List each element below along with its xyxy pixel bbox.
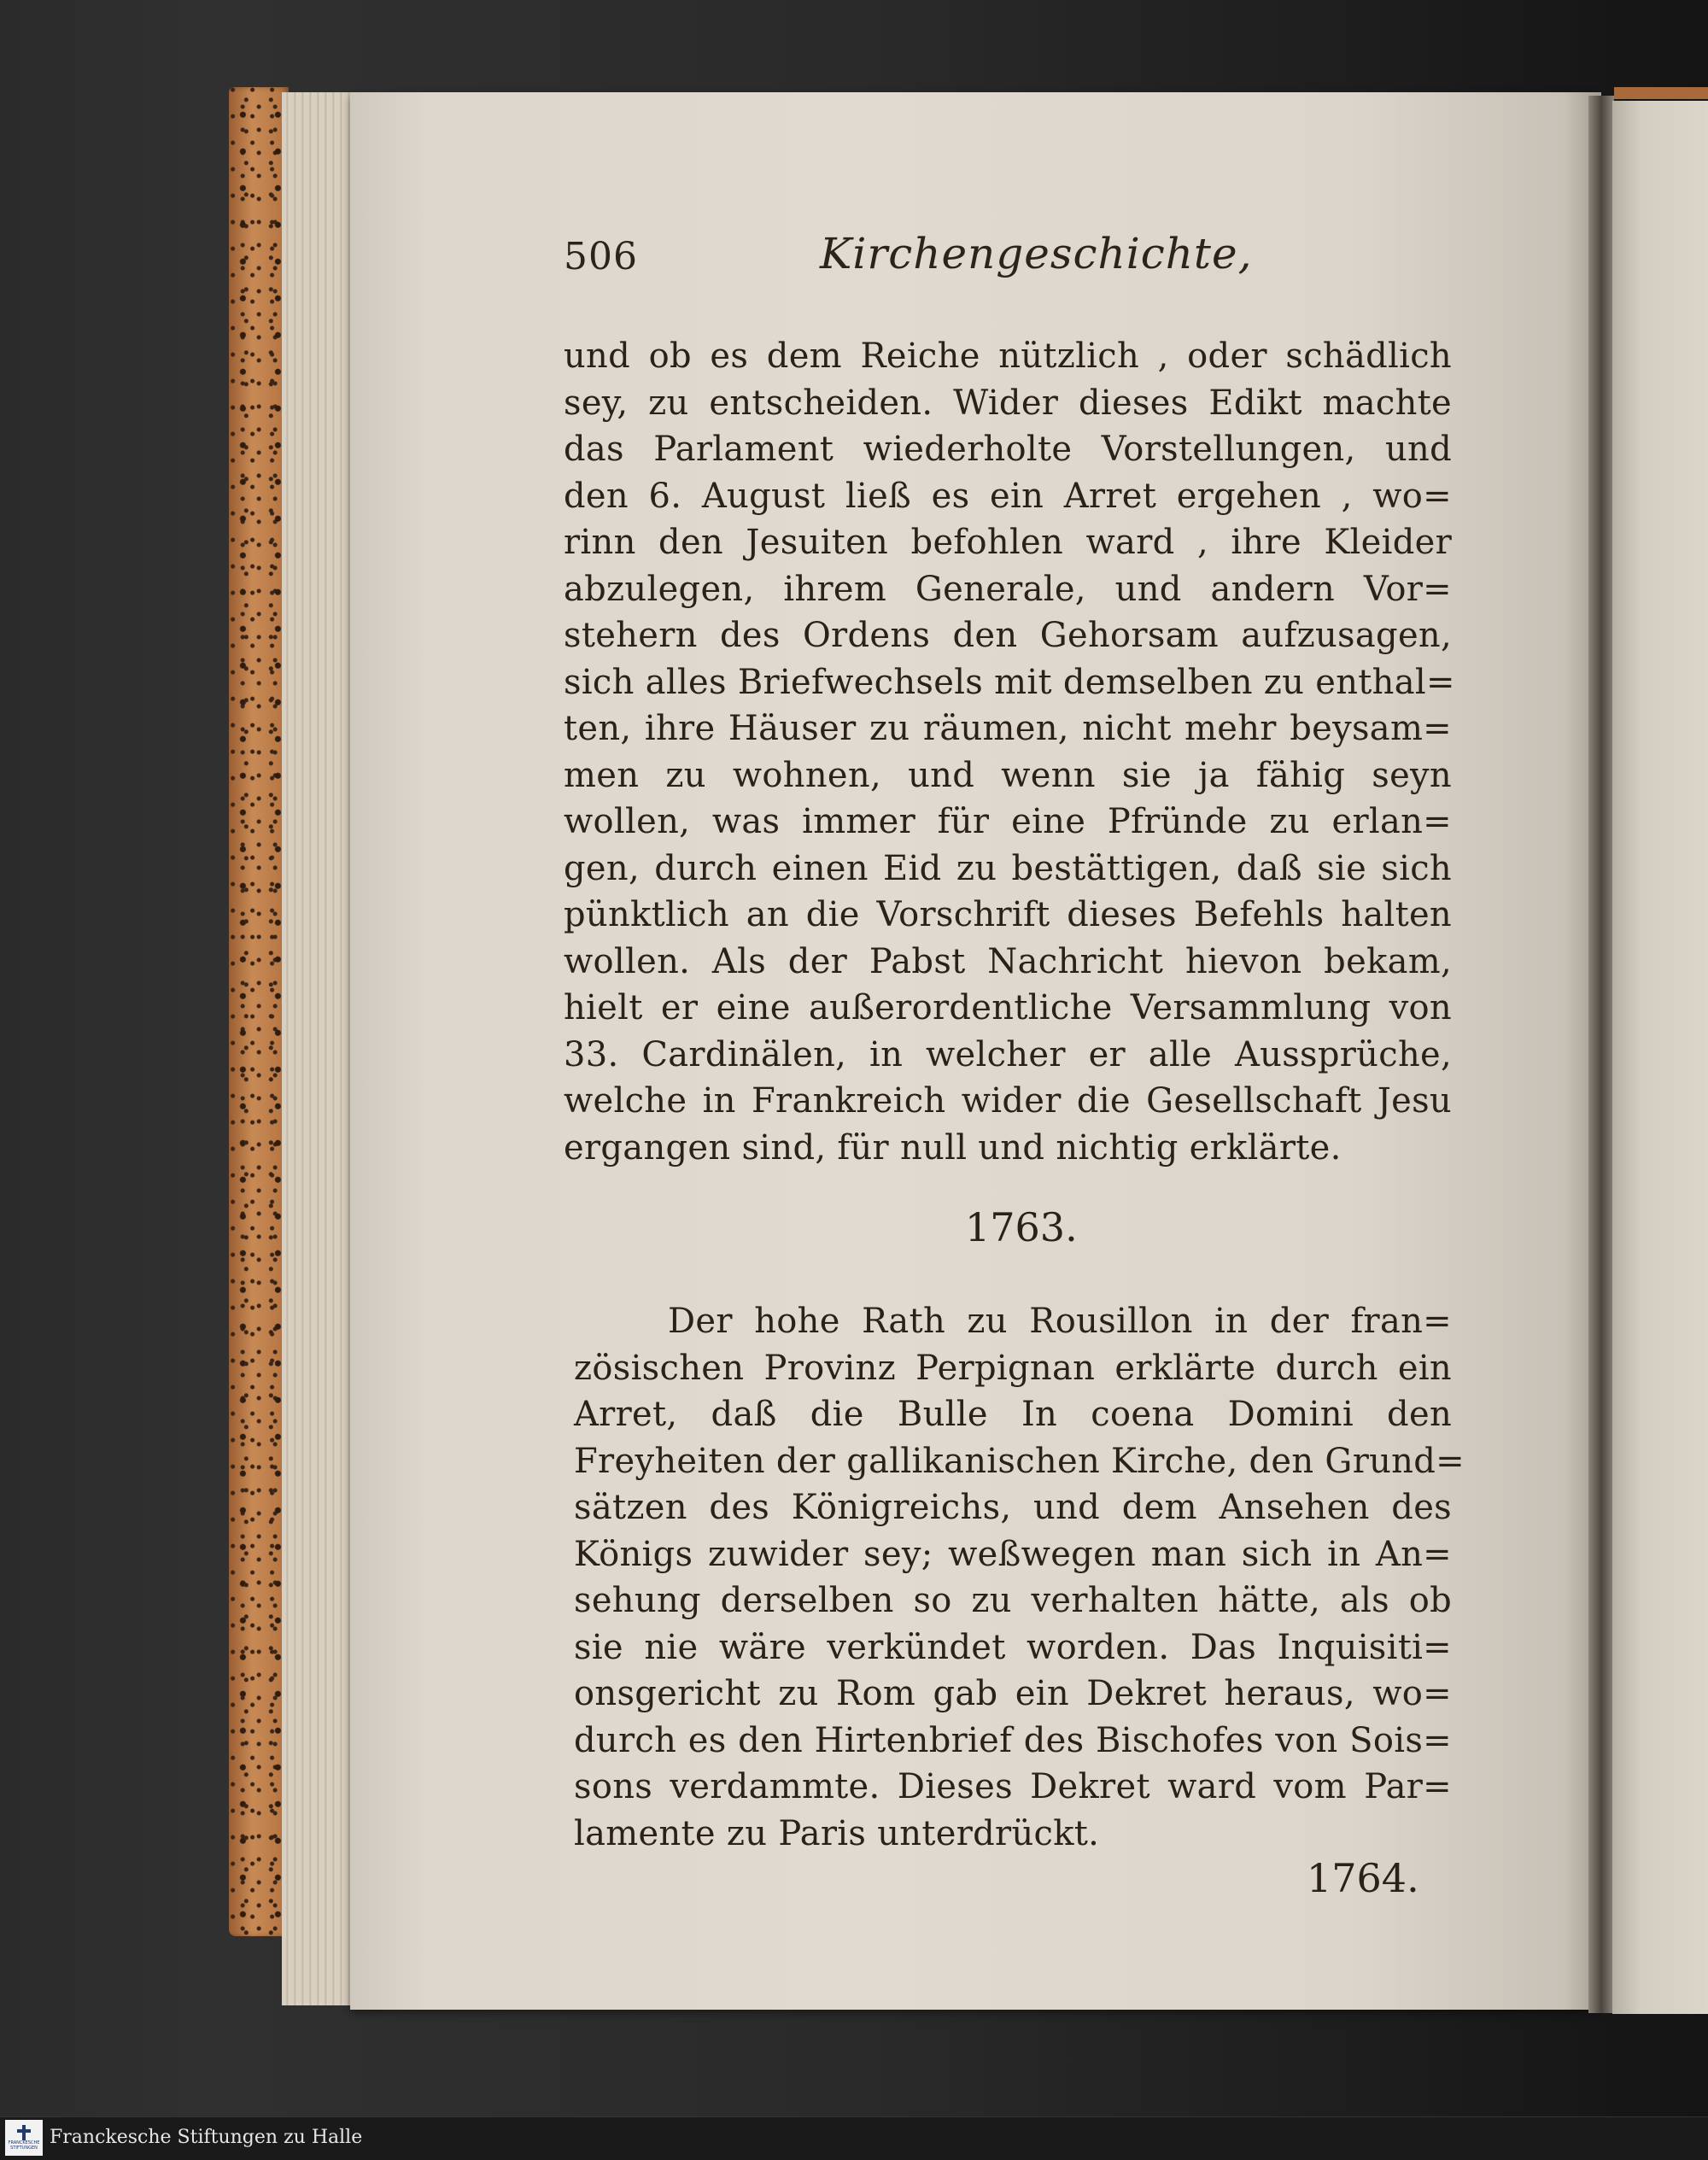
text-line: Der hohe Rath zu Rousillon in der fran= — [668, 1302, 1452, 1341]
text-line: das Parlament wiederholte Vorstellungen, und — [564, 430, 1452, 469]
text-line: abzulegen, ihrem Generale, und andern Vor= — [564, 569, 1452, 609]
logo-text: FRANCKESCHE STIFTUNGEN — [8, 2140, 40, 2151]
text-line: Arret, daß die Bulle In coena Domini den — [574, 1395, 1452, 1434]
text-line: sons verdammte. Dieses Dekret ward vom Par= — [574, 1767, 1452, 1806]
year-heading: 1763. — [965, 1204, 1078, 1250]
text-line: zösischen Provinz Perpignan erklärte durch ein — [574, 1348, 1452, 1388]
catchword: 1764. — [1307, 1855, 1419, 1901]
institution-logo[interactable] — [5, 2120, 43, 2156]
text-line: durch es den Hirtenbrief des Bischofes von Sois= — [574, 1720, 1452, 1760]
text-line: Freyheiten der gallikanischen Kirche, den Grund= — [574, 1441, 1465, 1481]
paragraph-1 — [564, 333, 1455, 1171]
paragraph-2 — [574, 1298, 1465, 1857]
text-line: wollen, was immer für eine Pfründe zu erlan= — [564, 802, 1452, 841]
book-edge — [229, 87, 289, 1936]
running-head: Kirchengeschichte, — [820, 229, 1253, 278]
text-line: men zu wohnen, und wenn sie ja fähig seyn — [564, 755, 1452, 795]
facing-page — [1612, 101, 1708, 2014]
facing-page-top-edge — [1614, 87, 1708, 99]
institution-name[interactable]: Franckesche Stiftungen zu Halle — [50, 2127, 363, 2148]
text-line: stehern des Ordens den Gehorsam aufzusagen, — [564, 616, 1452, 655]
text-line: rinn den Jesuiten befohlen ward , ihre Kleider — [564, 523, 1452, 562]
text-line: den 6. August ließ es ein Arret ergehen , wo= — [564, 476, 1452, 516]
text-line: hielt er eine außerordentliche Versammlung von — [564, 988, 1452, 1027]
text-line: gen, durch einen Eid zu bestättigen, daß sie sich — [564, 848, 1452, 888]
text-line: sey, zu entscheiden. Wider dieses Edikt machte — [564, 383, 1452, 423]
page-number: 506 — [564, 235, 638, 278]
text-line: lamente zu Paris unterdrückt. — [574, 1813, 1100, 1853]
book-gutter — [1588, 96, 1614, 2013]
text-line: Königs zuwider sey; weßwegen man sich in An= — [574, 1534, 1452, 1574]
text-line: sich alles Briefwechsels mit demselben zu enthal= — [564, 662, 1455, 702]
cross-logo-icon — [16, 2125, 32, 2140]
text-line: ergangen sind, für null und nichtig erklärte. — [564, 1127, 1342, 1168]
text-line: und ob es dem Reiche nützlich , oder schädlich — [564, 337, 1452, 376]
text-line: wollen. Als der Pabst Nachricht hievon bekam, — [564, 941, 1452, 981]
text-line: pünktlich an die Vorschrift dieses Befehls halten — [564, 895, 1452, 934]
text-line: ten, ihre Häuser zu räumen, nicht mehr beysam= — [564, 709, 1452, 748]
text-line: onsgericht zu Rom gab ein Dekret heraus, wo= — [574, 1674, 1452, 1713]
text-line: 33. Cardinälen, in welcher er alle Aussprüche, — [564, 1034, 1452, 1074]
text-line: sie nie wäre verkündet worden. Das Inquisiti= — [574, 1627, 1452, 1667]
text-line: sehung derselben so zu verhalten hätte, als ob — [574, 1581, 1452, 1620]
text-line: welche in Frankreich wider die Gesellschaft Jesu — [564, 1081, 1452, 1121]
text-line: sätzen des Königreichs, und dem Ansehen des — [574, 1488, 1452, 1527]
